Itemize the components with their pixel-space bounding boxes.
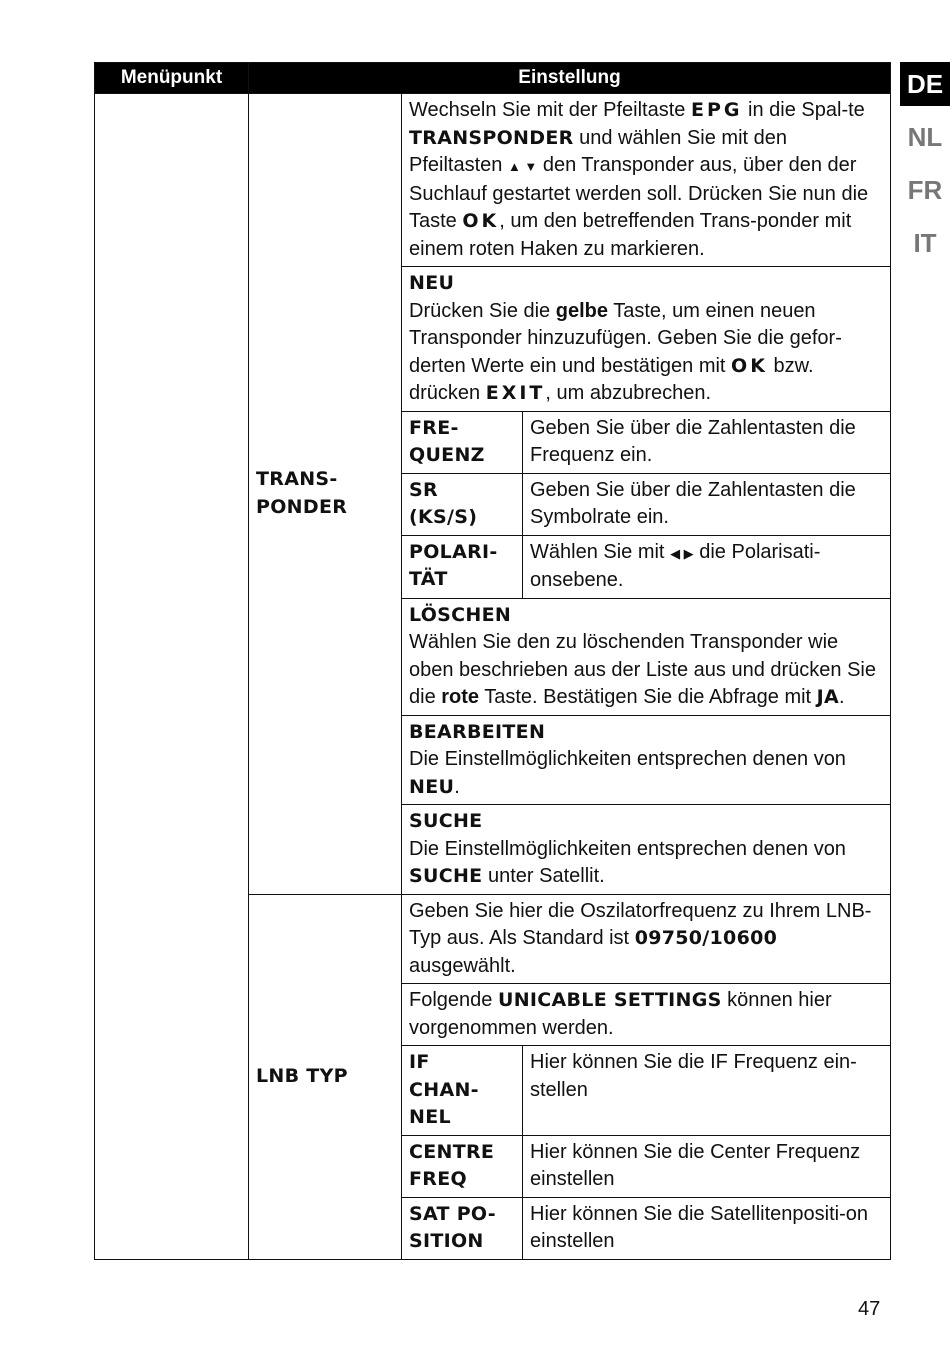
header-menu-item: Menüpunkt [95, 63, 249, 94]
label-line: QUENZ [409, 444, 485, 466]
label-line: IF [409, 1051, 430, 1073]
bearbeiten-section [402, 715, 891, 805]
unicable-keyword: UNICABLE SETTINGS [497, 989, 722, 1011]
header-setting: Einstellung [249, 63, 891, 94]
text-segment: Wechseln Sie mit der Pfeiltaste [409, 99, 691, 121]
text-segment: . [454, 775, 460, 798]
label-line: FRE- [409, 416, 459, 439]
label-line: SAT PO- [409, 1202, 496, 1225]
text-segment: , um abzubrechen. [545, 382, 712, 404]
gelbe-bold: gelbe [555, 299, 608, 322]
label-line: FREQ [409, 1168, 467, 1190]
text-segment: Geben Sie hier die Oszilatorfrequenz zu Ihrem LNB-Typ aus. Als Standard ist [409, 899, 872, 949]
sr-text: Geben Sie über die Zahlentasten die Symbolrate ein. [523, 473, 891, 535]
if-channel-text: Hier können Sie die IF Frequenz ein-stellen [523, 1046, 891, 1136]
text-segment: , um den betreffenden Trans-ponder mit einem roten Haken zu markieren. [409, 210, 852, 260]
loeschen-title: LÖSCHEN [409, 603, 512, 626]
suche-keyword: SUCHE [409, 865, 483, 887]
text-segment: bzw. drücken [409, 354, 814, 404]
text-segment: Die Einstellmöglichkeiten entsprechen denen von [409, 748, 846, 770]
text-segment: Die Einstellmöglichkeiten entsprechen denen von [409, 837, 846, 860]
table-row [95, 94, 891, 267]
rote-bold: rote [441, 686, 480, 708]
centre-freq-label [402, 1135, 523, 1197]
lang-tab-nl[interactable]: NL [907, 121, 943, 152]
text-segment: Taste. Bestätigen Sie die Abfrage mit [479, 686, 817, 708]
frequenz-label [402, 411, 523, 473]
menu-item-cell [95, 94, 249, 1260]
loeschen-section [402, 598, 891, 715]
text-segment: Wählen Sie mit [530, 540, 671, 563]
exit-key: EXIT [485, 382, 546, 404]
label-line: NEL [409, 1106, 451, 1128]
suche-section [402, 805, 891, 895]
text-segment: und wählen Sie mit den Pfeiltasten [409, 126, 788, 176]
text-segment: Folgende [409, 989, 498, 1011]
frequenz-text: Geben Sie über die Zahlentasten die Frequenz ein. [523, 411, 891, 473]
text-segment: die Polarisati-onsebene. [530, 540, 821, 591]
neu-keyword: NEU [409, 775, 455, 798]
up-down-arrows-icon: ▲ ▼ [507, 159, 538, 174]
label-line: (KS/S) [409, 506, 478, 528]
label-line: CENTRE [409, 1140, 495, 1163]
polaritaet-label [402, 535, 523, 598]
transponder-keyword: TRANSPONDER [409, 126, 574, 149]
lang-tab-fr[interactable]: FR [907, 174, 943, 205]
neu-section [402, 267, 891, 412]
unicable-section [402, 984, 891, 1046]
lnb-typ-label: LNB TYP [256, 1064, 348, 1087]
label-line: SR [409, 478, 438, 501]
text-segment: unter Satellit. [482, 865, 605, 887]
label-line: POLARI- [409, 540, 498, 563]
text-segment: Wählen Sie den zu löschenden Transponder wie oben beschrieben aus der Liste aus und drücken Sie die [409, 631, 876, 708]
lang-tab-it[interactable]: IT [913, 227, 937, 258]
label-line: CHAN- [409, 1078, 479, 1101]
ok-key: OK [731, 354, 768, 377]
transponder-label-2: PONDER [256, 495, 348, 518]
neu-title: NEU [409, 272, 455, 294]
group-lnb-typ [249, 894, 402, 1259]
language-tabs [900, 62, 950, 274]
text-segment: können hier vorgenommen werden. [409, 989, 832, 1039]
polaritaet-text [523, 535, 891, 598]
text-segment: Taste, um einen neuen Transponder hinzuzufügen. Geben Sie die gefor-derten Werte ein und bestätigen mit [409, 299, 842, 377]
lnb-intro [402, 894, 891, 984]
ja-keyword: JA [816, 686, 840, 708]
lang-tab-de[interactable]: DE [900, 62, 950, 106]
epg-key: EPG [690, 99, 743, 121]
table-header-row [95, 63, 891, 94]
text-segment: Drücken Sie die [409, 299, 556, 322]
if-channel-label [402, 1046, 523, 1136]
sat-position-label [402, 1197, 523, 1259]
text-segment: in die Spal-te [742, 99, 865, 121]
label-line: SITION [409, 1230, 484, 1252]
label-line: TÄT [409, 568, 448, 590]
bearbeiten-title: BEARBEITEN [409, 720, 546, 743]
group-transponder [249, 94, 402, 895]
sat-position-text: Hier können Sie die Satellitenpositi-on einstellen [523, 1197, 891, 1259]
text-segment: . [839, 686, 845, 708]
text-segment: den Transponder aus, über den der Suchlauf gestartet werden soll. Drücken Sie nun die Taste [409, 154, 869, 232]
transponder-label-1: TRANS- [256, 468, 338, 491]
centre-freq-text: Hier können Sie die Center Frequenz einstellen [523, 1135, 891, 1197]
transponder-intro [402, 94, 891, 267]
ok-key: OK [462, 210, 500, 232]
text-segment: ausgewählt. [409, 954, 516, 977]
settings-table [94, 62, 891, 1260]
suche-title: SUCHE [409, 810, 483, 832]
page-number: 47 [858, 1298, 881, 1320]
left-right-arrows-icon: ◀ ▶ [670, 545, 694, 561]
lnb-default-value: 09750/10600 [634, 927, 778, 949]
sr-label [402, 473, 523, 535]
